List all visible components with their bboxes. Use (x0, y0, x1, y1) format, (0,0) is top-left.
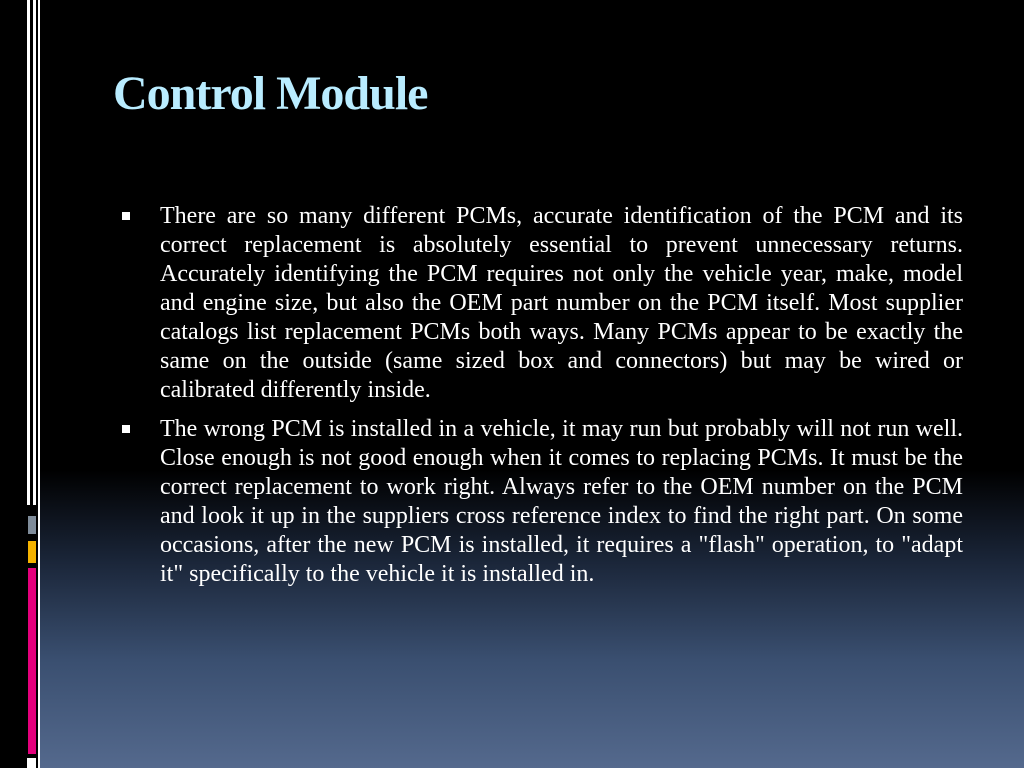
bullet-text: There are so many different PCMs, accurate identification of the PCM and its correct replacement is absolutely essential to prevent unnecessary returns. Accurately identifying the PCM requires not only the vehicle year, make, model and engine size, but also the OEM part number on the PCM itself. Most supplier catalogs list replacement PCMs both ways. Many PCMs appear to be exactly the same on the outside (same sized box and connectors) but may be wired or calibrated differently inside. (160, 203, 963, 403)
square-bullet-icon (122, 212, 130, 220)
sidebar-accent-pink (28, 568, 36, 754)
slide-title: Control Module (113, 67, 428, 120)
sidebar-divider (38, 0, 40, 768)
sidebar-accent-yellow (28, 541, 36, 563)
decorative-sidebar (0, 0, 40, 768)
sidebar-accent-gray (28, 516, 36, 534)
sidebar-stripe-1 (27, 0, 30, 505)
bullet-text: The wrong PCM is installed in a vehicle, it may run but probably will not run well. Close enough is not good enough when it comes to replacing PCMs. It must be the correct replacement to work right. Always refer to the OEM number on the PCM and look it up in the suppliers cross reference index to find the right part. On some occasions, after the new PCM is installed, it requires a "flash" operation, to "adapt it" specifically to the vehicle it is installed in. (160, 416, 963, 587)
square-bullet-icon (122, 425, 130, 433)
bullet-item (118, 202, 963, 405)
slide-body (118, 202, 963, 599)
sidebar-stripe-2 (33, 0, 36, 505)
sidebar-stripe-bottom (27, 758, 36, 768)
bullet-item (118, 415, 963, 589)
